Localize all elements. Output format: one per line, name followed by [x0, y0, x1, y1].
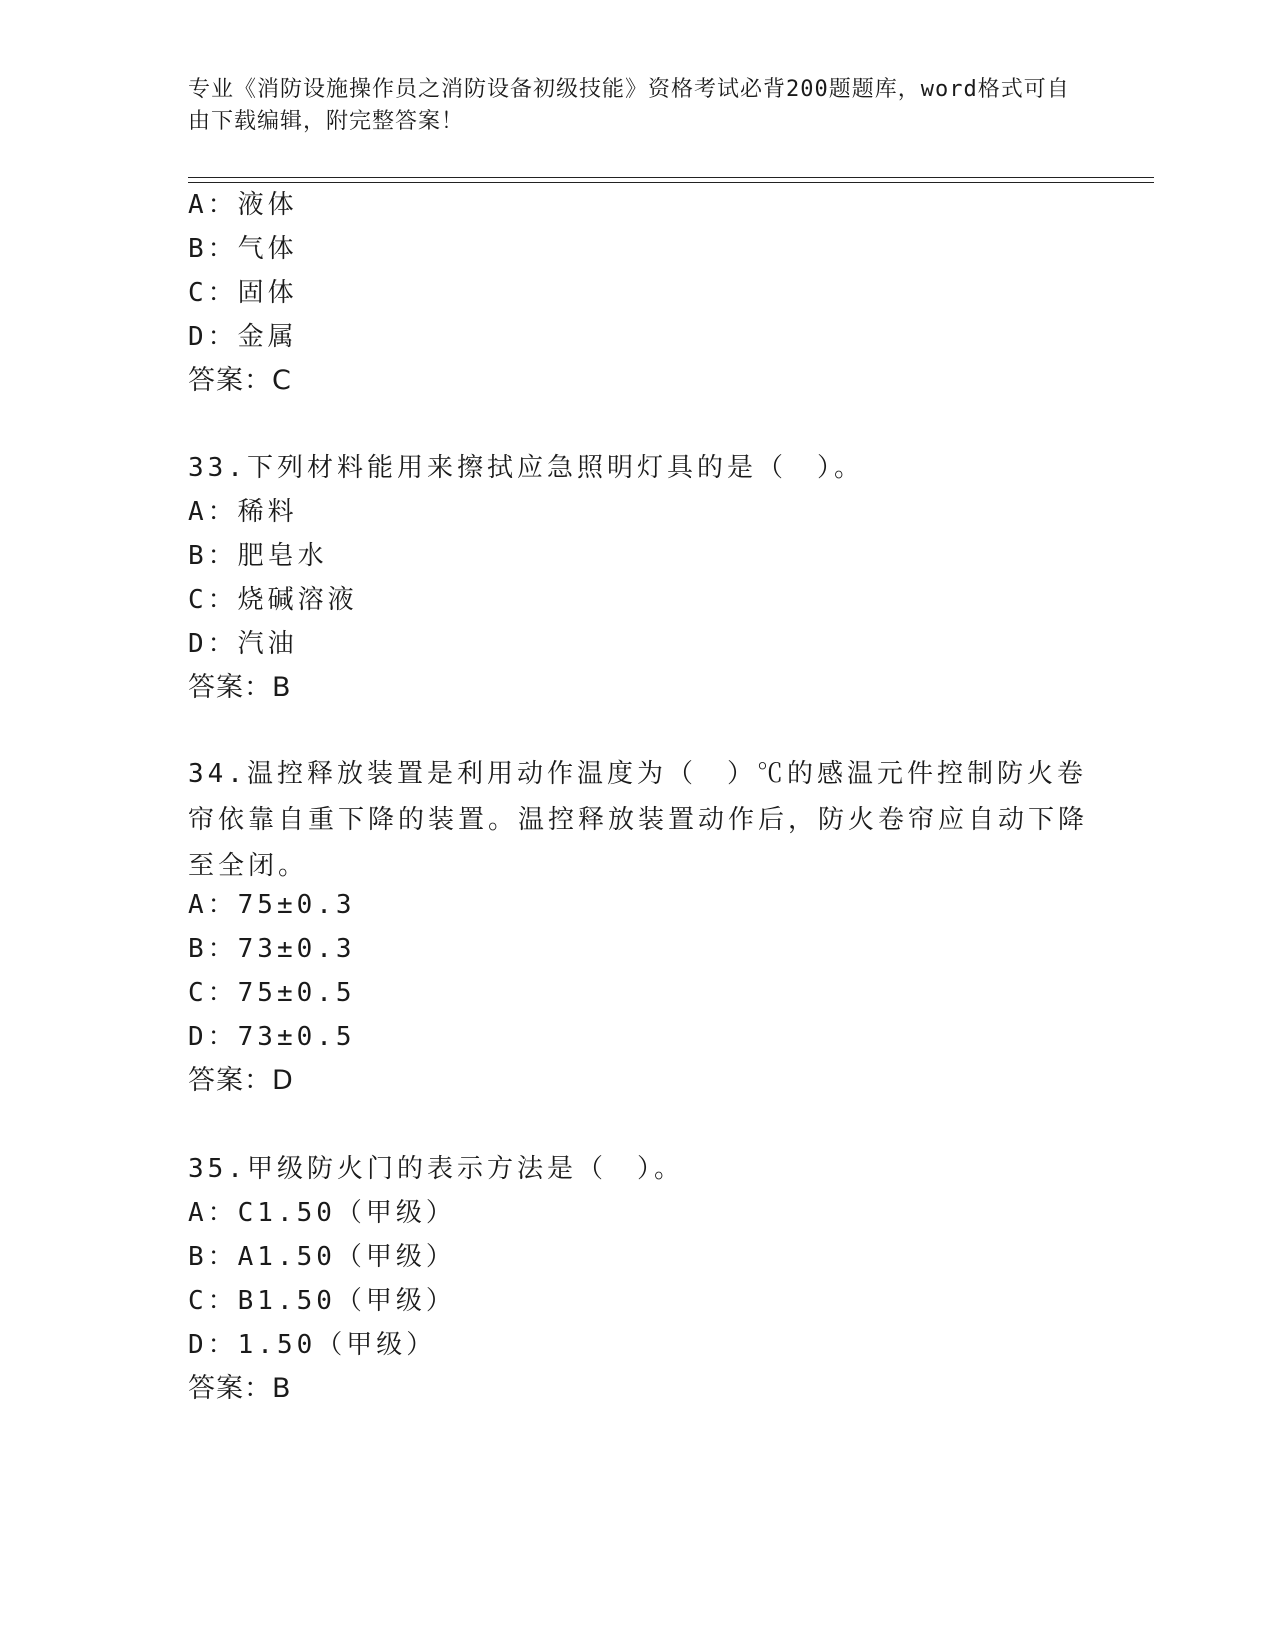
prev-option-d: D：金属 — [188, 322, 298, 352]
q34-option-b: B：73±0.3 — [188, 934, 356, 964]
header-divider-bottom — [188, 182, 1154, 183]
q33-option-c: C：烧碱溶液 — [188, 585, 358, 615]
prev-option-c: C：固体 — [188, 278, 298, 308]
q33-answer: 答案：B — [188, 672, 292, 703]
q34-option-d: D：73±0.5 — [188, 1022, 356, 1052]
prev-option-b: B：气体 — [188, 234, 298, 264]
q34-option-a: A：75±0.3 — [188, 890, 356, 920]
q34-option-c: C：75±0.5 — [188, 978, 356, 1008]
q35-answer: 答案：B — [188, 1373, 292, 1404]
q35-option-a: A：C1.50（甲级） — [188, 1198, 456, 1228]
header-divider-top — [188, 177, 1154, 178]
prev-answer: 答案：C — [188, 365, 292, 396]
q33-stem: 33.下列材料能用来擦拭应急照明灯具的是（ ）。 — [188, 453, 864, 483]
q34-answer: 答案：D — [188, 1065, 294, 1096]
q35-option-d: D：1.50（甲级） — [188, 1330, 437, 1360]
document-header: 专业《消防设施操作员之消防设备初级技能》资格考试必背200题题库，word格式可自由下载编辑，附完整答案！ — [188, 77, 1070, 134]
q33-option-d: D：汽油 — [188, 629, 298, 659]
q35-option-b: B：A1.50（甲级） — [188, 1242, 456, 1272]
q35-stem: 35.甲级防火门的表示方法是（ ）。 — [188, 1154, 684, 1184]
prev-option-a: A：液体 — [188, 190, 298, 220]
q35-option-c: C：B1.50（甲级） — [188, 1286, 456, 1316]
q33-option-a: A：稀料 — [188, 497, 298, 527]
q34-stem: 34.温控释放装置是利用动作温度为（ ）℃的感温元件控制防火卷帘依靠自重下降的装置。温控释放装置动作后，防火卷帘应自动下降至全闭。 — [188, 759, 1089, 881]
q33-option-b: B：肥皂水 — [188, 541, 328, 571]
